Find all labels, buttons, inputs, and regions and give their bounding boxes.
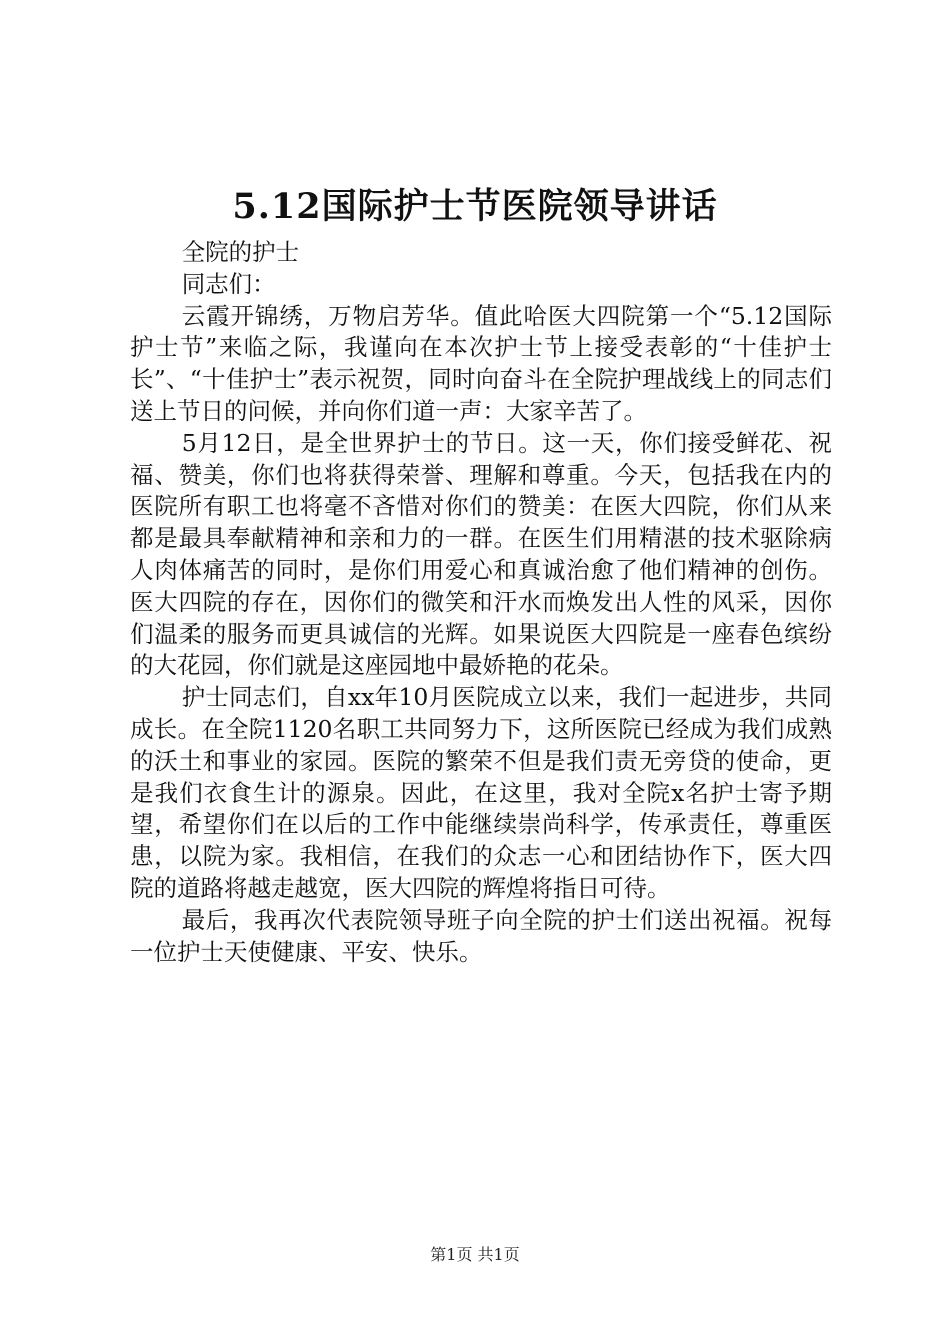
page-number-footer: 第1页 共1页 xyxy=(430,1245,520,1264)
salutation-line: 同志们： xyxy=(181,269,276,298)
body-paragraph: 最后，我再次代表院领导班子向全院的护士们送出祝福。祝每一位护士天使健康、平安、快乐。 xyxy=(130,905,832,966)
document-title: 5.12国际护士节医院领导讲话 xyxy=(232,186,718,227)
body-paragraph: 云霞开锦绣，万物启芳华。值此哈医大四院第一个“5.12国际护士节”来临之际，我谨向在本次护士节上接受表彰的“十佳护士长”、“十佳护士”表示祝贺，同时向奋斗在全院护理战线上的同志们送上节日的问候，并向你们道一声：大家辛苦了。 xyxy=(130,301,832,425)
body-paragraph: 护士同志们，自xx年10月医院成立以来，我们一起进步，共同成长。在全院1120名职工共同努力下，这所医院已经成为我们成熟的沃土和事业的家园。医院的繁荣不但是我们责无旁贷的使命，更是我们衣食生计的源泉。因此，在这里，我对全院x名护士寄予期望，希望你们在以后的工作中能继续崇尚科学，传承责任，尊重医患，以院为家。我相信，在我们的众志一心和团结协作下，医大四院的道路将越走越宽，医大四院的辉煌将指日可待。 xyxy=(130,683,832,902)
salutation-line: 全院的护士 xyxy=(181,238,300,266)
body-paragraph: 5月12日，是全世界护士的节日。这一天，你们接受鲜花、祝福、赞美，你们也将获得荣誉、理解和尊重。今天，包括我在内的医院所有职工也将毫不吝惜对你们的赞美：在医大四院，你们从来都是最具奉献精神和亲和力的一群。在医生们用精湛的技术驱除病人肉体痛苦的同时，是你们用爱心和真诚治愈了他们精神的创伤。医大四院的存在，因你们的微笑和汗水而焕发出人性的风采，因你们温柔的服务而更具诚信的光辉。如果说医大四院是一座春色缤纷的大花园，你们就是这座园地中最娇艳的花朵。 xyxy=(130,428,832,680)
document-body xyxy=(130,237,832,968)
